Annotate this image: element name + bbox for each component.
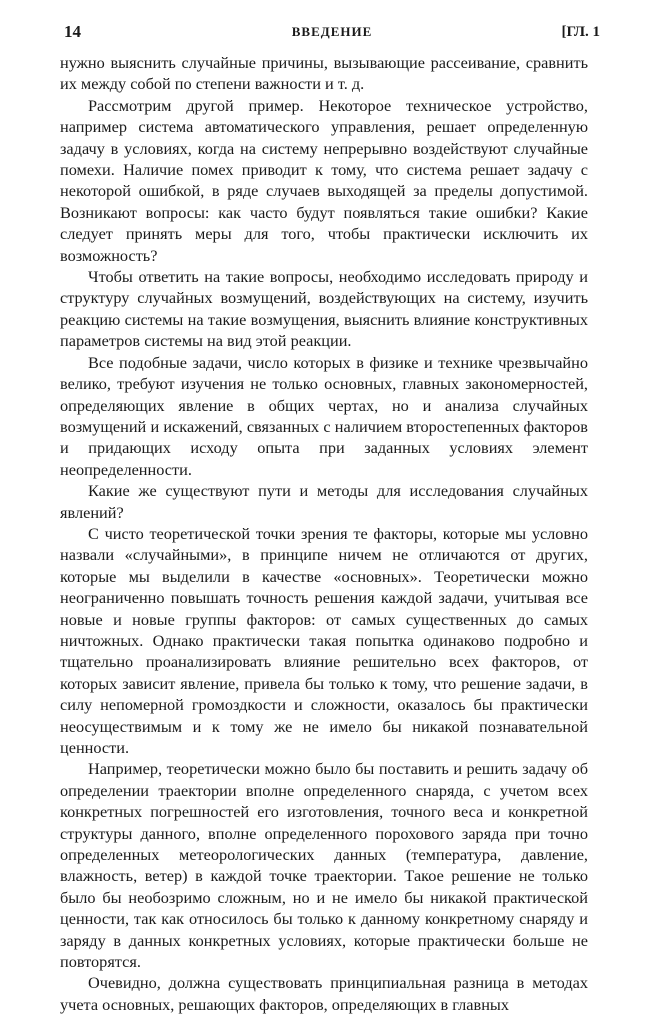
page-header [64,22,600,46]
paragraph: Какие же существуют пути и методы для исследования случайных явлений? [60,481,588,522]
paragraph: С чисто теоретической точки зрения те факторы, которые мы условно назвали «случайными», в принципе ничем не отличаются от других, которые мы выделили в качестве «основных». Теоретически можно неограниченно повышать точность решения каждой задачи, учитывая все новые и новые группы факторов: от самых существенных до самых ничтожных. Однако практически такая попытка одинаково подробно и тщательно проанализировать влияние решительно всех факторов, от которых зависит явление, привела бы только к тому, что решение задачи, в силу непомерной громоздкости и сложности, оказалось бы практически неосуществимым и к тому же не имело бы никакой познавательной ценности. [60,523,588,757]
page-body [60,52,588,1015]
paragraph: Чтобы ответить на такие вопросы, необходимо исследовать природу и структуру случайных возмущений, воздействующих на систему, изучить реакцию системы на такие возмущения, выяснить влияние конструктивных параметров системы на вид этой реакции. [60,267,588,351]
chapter-label: [ГЛ. 1 [561,24,600,40]
paragraph: Например, теоретически можно было бы поставить и решить задачу об определении траектории вполне определенного снаряда, с учетом всех конкретных погрешностей его изготовления, точного веса и конкретной структуры данного, вполне определенного порохового заряда при точно определенных метеорологических данных (температура, давление, влажность, ветер) в каждой точке траектории. Такое решение не только было бы необозримо сложным, но и не имело бы никакой практической ценности, так как относилось бы только к данному конкретному снаряду и заряду в данных конкретных условиях, которые практически больше не повторятся. [60,759,588,972]
paragraph: Рассмотрим другой пример. Некоторое техническое устройство, например система автоматического управления, решает определенную задачу в условиях, когда на систему непрерывно воздействуют случайные помехи. Наличие помех приводит к тому, что система решает задачу с некоторой ошибкой, в ряде случаев выходящей за пределы допустимой. Возникают вопросы: как часто будут появляться такие ошибки? Какие следует принять меры для того, чтобы практически исключить их возможность? [60,95,588,265]
page-number: 14 [64,22,81,41]
running-title: ВВЕДЕНИЕ [291,24,373,39]
paragraph: нужно выяснить случайные причины, вызывающие рассеивание, сравнить их между собой по степени важности и т. д. [60,53,588,94]
paragraph: Очевидно, должна существовать принципиальная разница в методах учета основных, решающих факторов, определяющих в главных [60,973,588,1014]
paragraph: Все подобные задачи, число которых в физике и технике чрезвычайно велико, требуют изучения не только основных, главных закономерностей, определяющих явление в общих чертах, но и анализа случайных возмущений и искажений, связанных с наличием второстепенных факторов и придающих исходу опыта при заданных условиях элемент неопределенности. [60,352,588,479]
